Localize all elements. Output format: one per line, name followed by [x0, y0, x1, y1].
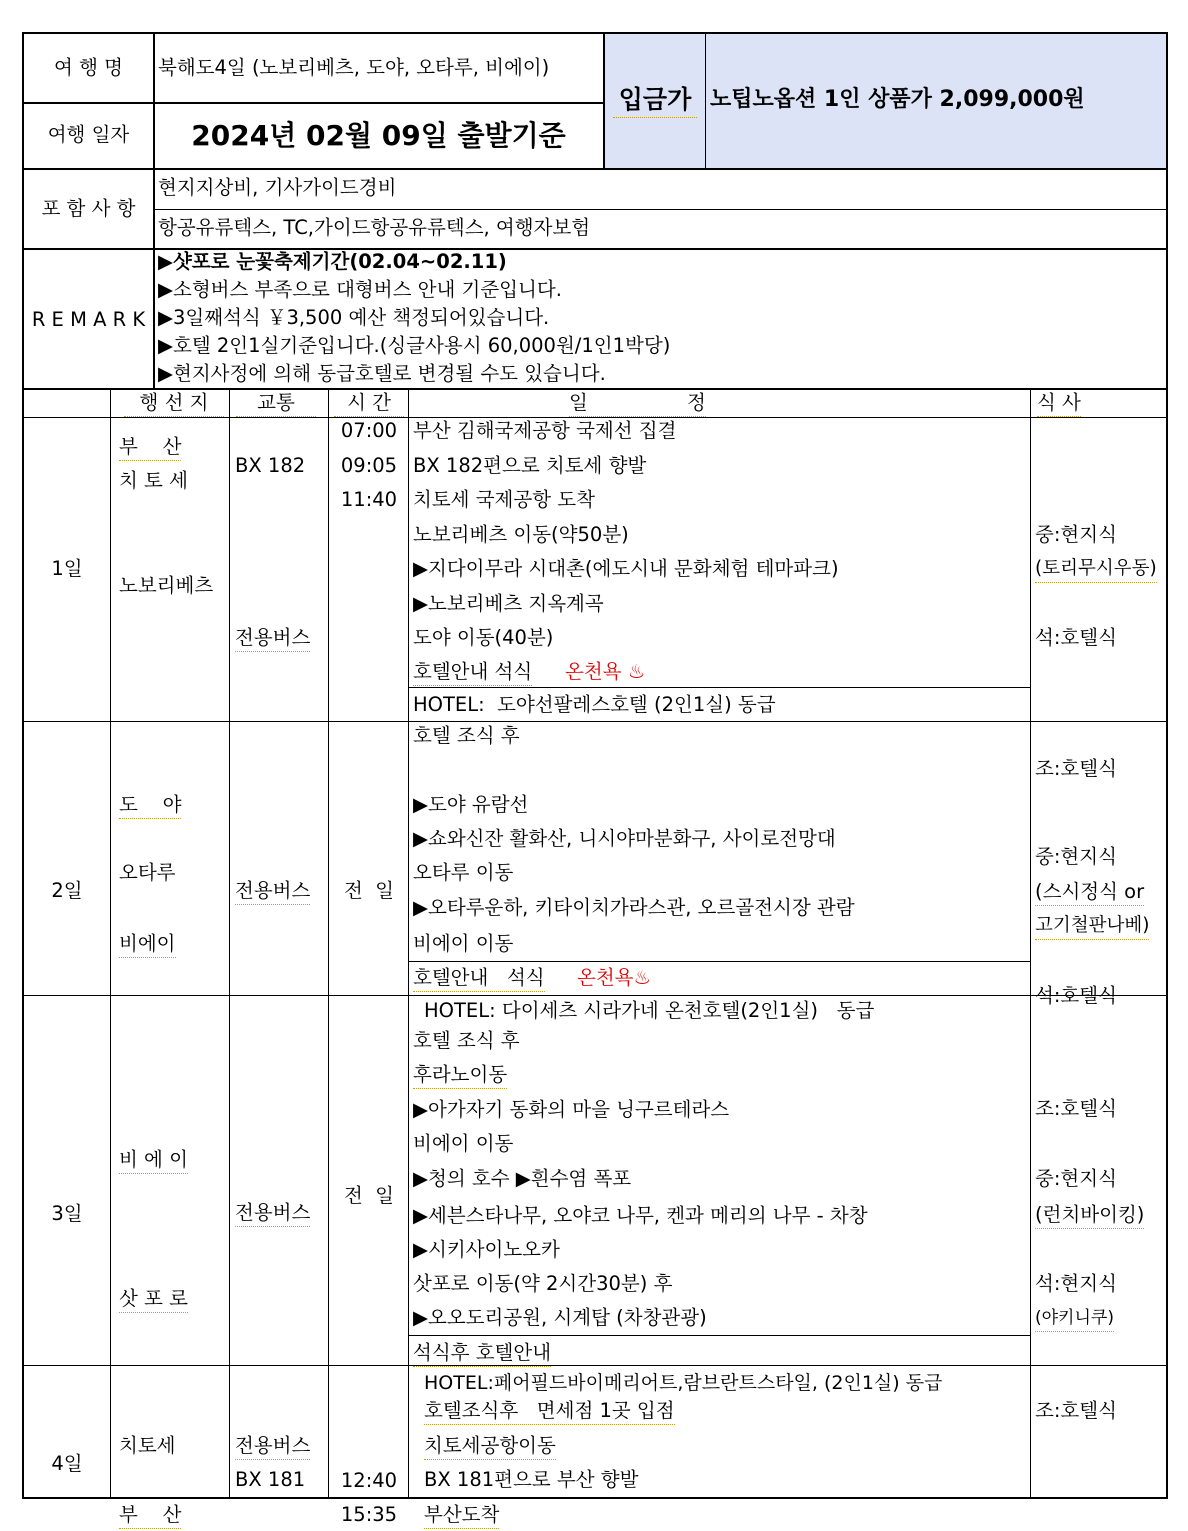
- day-2-schedule-2: ▶도야 유람선: [413, 793, 529, 816]
- trip-name-label-cell: [22, 32, 155, 104]
- day-1-schedule-2: BX 182편으로 치토세 향발: [413, 454, 647, 477]
- day-4-place-2: 부 산: [119, 1503, 181, 1529]
- day-2-label: 2일: [51, 879, 83, 902]
- col-line-place: [110, 388, 111, 1497]
- trip-name-label: 여 행 명: [54, 56, 123, 79]
- day-2-onsen: 온천욕♨: [577, 966, 651, 989]
- day-1-schedule-6: ▶노보리베츠 지옥계곡: [413, 592, 604, 615]
- includes-label: 포 함 사 항: [41, 197, 136, 220]
- day-3-meal-1: 조:호텔식: [1035, 1097, 1117, 1120]
- day-1-transport-1: BX 182: [235, 454, 306, 477]
- day-2-time-1: 전 일: [343, 879, 395, 902]
- day-2-schedule-4: 오타루 이동: [413, 861, 514, 884]
- day-1-schedule-4: 노보리베츠 이동(약50분): [413, 523, 629, 546]
- includes-line-1: 현지지상비, 기사가이드경비: [158, 176, 397, 199]
- hotel-divider-2: [408, 961, 1030, 962]
- day-1-schedule-1: 부산 김해국제공항 국제선 집결: [413, 419, 677, 442]
- day-3-schedule-10: 석식후 호텔안내: [413, 1341, 551, 1367]
- day-2-schedule-7: 호텔안내 석식: [413, 966, 545, 992]
- day-1-label: 1일: [51, 557, 83, 580]
- col-line-meal: [1030, 388, 1031, 1497]
- day-2-schedule-1: 호텔 조식 후: [413, 724, 520, 747]
- day-1-time-2: 09:05: [340, 454, 398, 477]
- day-2-transport-1: 전용버스: [235, 879, 310, 905]
- day-3-place-1: 비 에 이: [119, 1148, 188, 1174]
- day-3-schedule-5: ▶청의 호수 ▶흰수염 폭포: [413, 1167, 632, 1190]
- hotel-divider-1: [408, 687, 1030, 688]
- date-value: 2024년 02월 09일 출발기준: [191, 119, 566, 152]
- day-4-schedule-4: 부산도착: [424, 1503, 499, 1529]
- day-4-time-1: 12:40: [340, 1469, 398, 1492]
- col-header-row: [22, 388, 1168, 418]
- day-2-meal-4: 고기철판나베): [1035, 914, 1149, 940]
- price-cell: [705, 32, 1168, 170]
- col-header-place: 행 선 지: [124, 391, 224, 417]
- day-2-schedule-6: 비에이 이동: [413, 932, 514, 955]
- remark-label-cell: [22, 248, 155, 390]
- remark-line-2: ▶소형버스 부족으로 대형버스 안내 기준입니다.: [158, 278, 562, 301]
- day-4-time-2: 15:35: [340, 1503, 398, 1526]
- date-cell: [153, 102, 605, 170]
- trip-name: 북해도4일 (노보리베츠, 도야, 오타루, 비에이): [158, 56, 550, 79]
- day-1-hotel: HOTEL: 도야선팔레스호텔 (2인1실) 동급: [413, 693, 776, 716]
- day-3-schedule-1: 호텔 조식 후: [413, 1029, 520, 1052]
- day-3-schedule-2: 후라노이동: [413, 1063, 507, 1089]
- col-line-transport: [229, 388, 230, 1497]
- day-2-place-1: 도 야: [119, 793, 181, 819]
- day-3-meal-5: (야키니쿠): [1035, 1306, 1114, 1332]
- day-3-label: 3일: [51, 1202, 83, 1225]
- day-2-place-2: 오타루: [119, 861, 176, 884]
- col-header-meal: 식 사: [1037, 391, 1081, 417]
- days-grid: [22, 417, 1168, 1526]
- trip-name-cell: [153, 32, 605, 104]
- includes-line-2: 항공유류텍스, TC,가이드항공유류텍스, 여행자보험: [158, 216, 591, 239]
- date-label-cell: [22, 102, 155, 170]
- day-divider-1: [24, 721, 1166, 722]
- day-2-schedule-5: ▶오타루운하, 키타이치가라스관, 오르골전시장 관람: [413, 896, 855, 919]
- day-1-schedule-3: 치토세 국제공항 도착: [413, 488, 595, 511]
- includes-divider: [154, 209, 1166, 210]
- day-3-schedule-4: 비에이 이동: [413, 1132, 514, 1155]
- hotel-divider-3: [408, 1335, 1030, 1336]
- remark-line-4: ▶호텔 2인1실기준입니다.(싱글사용시 60,000원/1인1박당): [158, 334, 671, 357]
- remark-line-3: ▶3일째석식 ￥3,500 예산 책정되어있습니다.: [158, 306, 550, 329]
- day-1-place-3: 노보리베츠: [119, 574, 214, 597]
- day-3-meal-3: (런치바이킹): [1035, 1203, 1144, 1229]
- price-label: 입금가: [613, 84, 697, 118]
- day-1-meal-3: 석:호텔식: [1035, 626, 1117, 649]
- day-3-transport-1: 전용버스: [235, 1201, 310, 1227]
- col-header-transport: 교통: [236, 391, 316, 417]
- day-1-place-1: 부 산: [119, 435, 181, 461]
- day-2-meal-1: 조:호텔식: [1035, 757, 1117, 780]
- day-1-transport-2: 전용버스: [235, 626, 310, 652]
- day-2-meal-2: 중:현지식: [1035, 845, 1117, 868]
- day-2-meal-3: (스시정식 or: [1035, 880, 1144, 906]
- day-4-transport-2: BX 181: [235, 1468, 306, 1491]
- remark-line-1: ▶샷포로 눈꽃축제기간(02.04~02.11): [158, 250, 507, 273]
- day-3-schedule-3: ▶아가자기 동화의 마을 닝구르테라스: [413, 1098, 730, 1121]
- day-3-time-1: 전 일: [343, 1184, 395, 1207]
- remark-label: R E M A R K: [31, 308, 146, 331]
- day-divider-3: [24, 1365, 1166, 1366]
- day-1-time-1: 07:00: [340, 419, 398, 442]
- col-header-time: 시 간: [334, 391, 404, 417]
- day-2-hotel: HOTEL: 다이세츠 시라가네 온천호텔(2인1실) 동급: [424, 999, 875, 1022]
- day-3-schedule-9: ▶오오도리공원, 시계탑 (차창관광): [413, 1306, 707, 1329]
- day-2-place-3: 비에이: [119, 932, 176, 958]
- col-line-time: [328, 388, 329, 1497]
- col-header-schedule: 일 정: [569, 391, 706, 417]
- day-2-schedule-3: ▶쇼와신잔 활화산, 니시야마분화구, 사이로전망대: [413, 827, 836, 850]
- remark-line-5: ▶현지사정에 의해 동급호텔로 변경될 수도 있습니다.: [158, 362, 606, 385]
- day-3-hotel: HOTEL:페어필드바이메리어트,람브란트스타일, (2인1실) 동급: [424, 1372, 943, 1394]
- price-value: 노팁노옵션 1인 상품가 2,099,000원: [710, 87, 1085, 112]
- day-2-meal-5: 석:호텔식: [1035, 984, 1117, 1007]
- day-1-schedule-5: ▶지다이무라 시대촌(에도시내 문화체험 테마파크): [413, 557, 839, 580]
- day-1-meal-2: (토리무시우동): [1035, 557, 1157, 583]
- day-1-schedule-8: 호텔안내 석식: [413, 660, 532, 686]
- day-3-schedule-7: ▶시키사이노오카: [413, 1238, 560, 1261]
- date-label: 여행 일자: [47, 123, 130, 146]
- day-3-place-2: 삿 포 로: [119, 1287, 188, 1313]
- includes-cell: [153, 168, 1168, 250]
- day-3-meal-2: 중:현지식: [1035, 1167, 1117, 1190]
- day-1-meal-1: 중:현지식: [1035, 523, 1117, 546]
- day-4-label: 4일: [51, 1452, 83, 1475]
- day-4-transport-1: 전용버스: [235, 1434, 310, 1460]
- includes-label-cell: [22, 168, 155, 250]
- day-1-schedule-7: 도야 이동(40분): [413, 626, 554, 649]
- day-3-meal-4: 석:현지식: [1035, 1272, 1117, 1295]
- day-3-schedule-8: 삿포로 이동(약 2시간30분) 후: [413, 1272, 673, 1295]
- day-4-schedule-3: BX 181편으로 부산 향발: [424, 1468, 639, 1491]
- price-label-cell: [603, 32, 707, 170]
- day-4-place-1: 치토세: [119, 1434, 176, 1457]
- day-3-schedule-6: ▶세븐스타나무, 오야코 나무, 켄과 메리의 나무 - 차창: [413, 1204, 868, 1227]
- day-1-place-2: 치 토 세: [119, 469, 188, 492]
- day-divider-2: [24, 995, 1166, 996]
- col-line-schedule: [408, 388, 409, 1497]
- day-4-meal-1: 조:호텔식: [1035, 1399, 1117, 1422]
- day-4-schedule-2: 치토세공항이동: [424, 1434, 556, 1460]
- day-1-time-3: 11:40: [340, 488, 398, 511]
- remark-cell: [153, 248, 1168, 390]
- day-1-onsen: 온천욕 ♨: [565, 660, 646, 683]
- day-4-schedule-1: 호텔조식후 면세점 1곳 입점: [424, 1399, 675, 1425]
